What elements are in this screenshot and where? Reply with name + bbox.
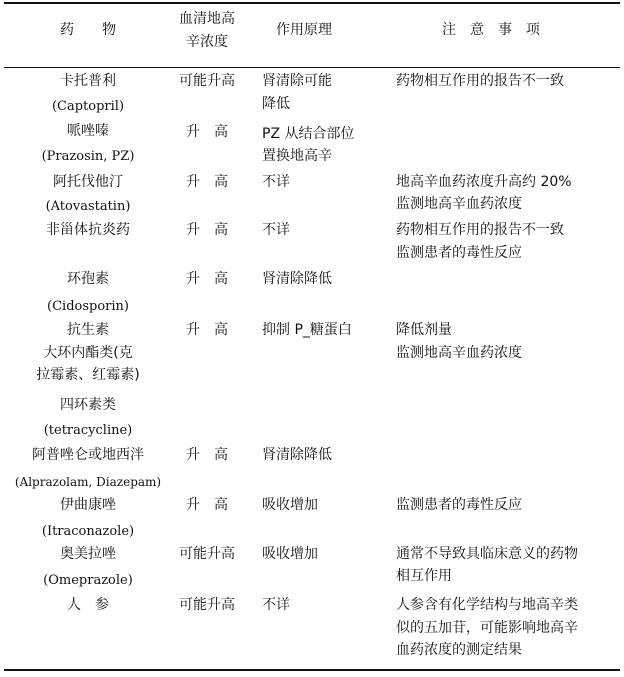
drug-name: 阿托伐他汀 — [53, 174, 123, 190]
drug-name-line: 大环内酯类(克 — [43, 345, 133, 361]
note-text: 地高辛血药浓度升高约 20% — [396, 174, 572, 190]
table-bottom-rule — [4, 669, 620, 671]
digoxin-level: 可能升高 — [179, 546, 235, 562]
mechanism-text: 肾清除降低 — [262, 271, 332, 287]
header-drug: 药 物 — [60, 22, 116, 38]
note-text: 药物相互作用的报告不一致 — [396, 73, 564, 89]
mechanism-text: 吸收增加 — [262, 546, 318, 562]
drug-name-line: 四环素类 — [60, 397, 116, 413]
header-mechanism: 作用原理 — [276, 22, 332, 38]
digoxin-level: 可能升高 — [179, 73, 235, 89]
drug-english-name: (Itraconazole) — [41, 524, 135, 539]
note-text: 监测地高辛血药浓度 — [396, 196, 522, 212]
drug-name: 哌唑嗪 — [67, 123, 109, 139]
digoxin-level: 可能升高 — [179, 597, 235, 613]
drug-english-name: (Prazosin, PZ) — [41, 149, 135, 164]
mechanism-text: 不详 — [262, 597, 290, 613]
digoxin-level: 升 高 — [186, 322, 228, 338]
digoxin-level: 升 高 — [186, 124, 228, 140]
digoxin-level: 升 高 — [186, 447, 228, 463]
mechanism-text: 置换地高辛 — [262, 148, 332, 164]
mechanism-text: 肾清除降低 — [262, 447, 332, 463]
mechanism-text: 不详 — [262, 222, 290, 238]
mechanism-text: 不详 — [262, 174, 290, 190]
header-level-line1: 血清地高 — [179, 11, 235, 27]
digoxin-level: 升 高 — [186, 174, 228, 190]
drug-english-name: (tetracycline) — [43, 423, 133, 438]
note-text: 人参含有化学结构与地高辛类 — [396, 597, 578, 613]
drug-name: 抗生素 — [67, 322, 109, 338]
drug-english-name: (Captopril) — [51, 99, 125, 114]
table-header-rule — [4, 67, 620, 68]
drug-name: 非甾体抗炎药 — [46, 222, 130, 238]
mechanism-text: 降低 — [262, 96, 290, 112]
note-text: 监测地高辛血药浓度 — [396, 345, 522, 361]
drug-name: 阿普唑仑或地西泮 — [32, 447, 144, 463]
note-text: 降低剂量 — [396, 322, 452, 338]
digoxin-level: 升 高 — [186, 222, 228, 238]
header-level-line2: 辛浓度 — [186, 34, 228, 50]
note-text: 监测患者的毒性反应 — [396, 497, 522, 513]
mechanism-text: PZ 从结合部位 — [262, 126, 355, 142]
header-note: 注 意 事 项 — [442, 22, 540, 38]
drug-english-name: (Alprazolam, Diazepam) — [14, 475, 162, 489]
digoxin-level: 升 高 — [186, 271, 228, 287]
note-text: 相互作用 — [396, 568, 452, 584]
mechanism-text: 肾清除可能 — [262, 73, 332, 89]
drug-english-name: (Atovastatin) — [45, 199, 131, 214]
drug-name-line: 拉霉素、红霉素) — [36, 367, 140, 383]
note-text: 似的五加苷，可能影响地高辛 — [396, 620, 578, 636]
mechanism-text: 抑制 P_糖蛋白 — [262, 322, 352, 338]
drug-name: 奥美拉唑 — [60, 546, 116, 562]
note-text: 药物相互作用的报告不一致 — [396, 222, 564, 238]
drug-name: 伊曲康唑 — [60, 497, 116, 513]
drug-english-name: (Omeprazole) — [43, 573, 133, 588]
drug-name: 卡托普利 — [60, 73, 116, 89]
table-top-rule — [4, 2, 620, 4]
drug-name: 人 参 — [67, 597, 109, 613]
drug-english-name: (Cidosporin) — [47, 299, 129, 314]
mechanism-text: 吸收增加 — [262, 497, 318, 513]
digoxin-level: 升 高 — [186, 497, 228, 513]
note-text: 通常不导致具临床意义的药物 — [396, 546, 578, 562]
drug-name: 环孢素 — [67, 271, 109, 287]
note-text: 监测患者的毒性反应 — [396, 245, 522, 261]
note-text: 血药浓度的测定结果 — [396, 642, 522, 658]
